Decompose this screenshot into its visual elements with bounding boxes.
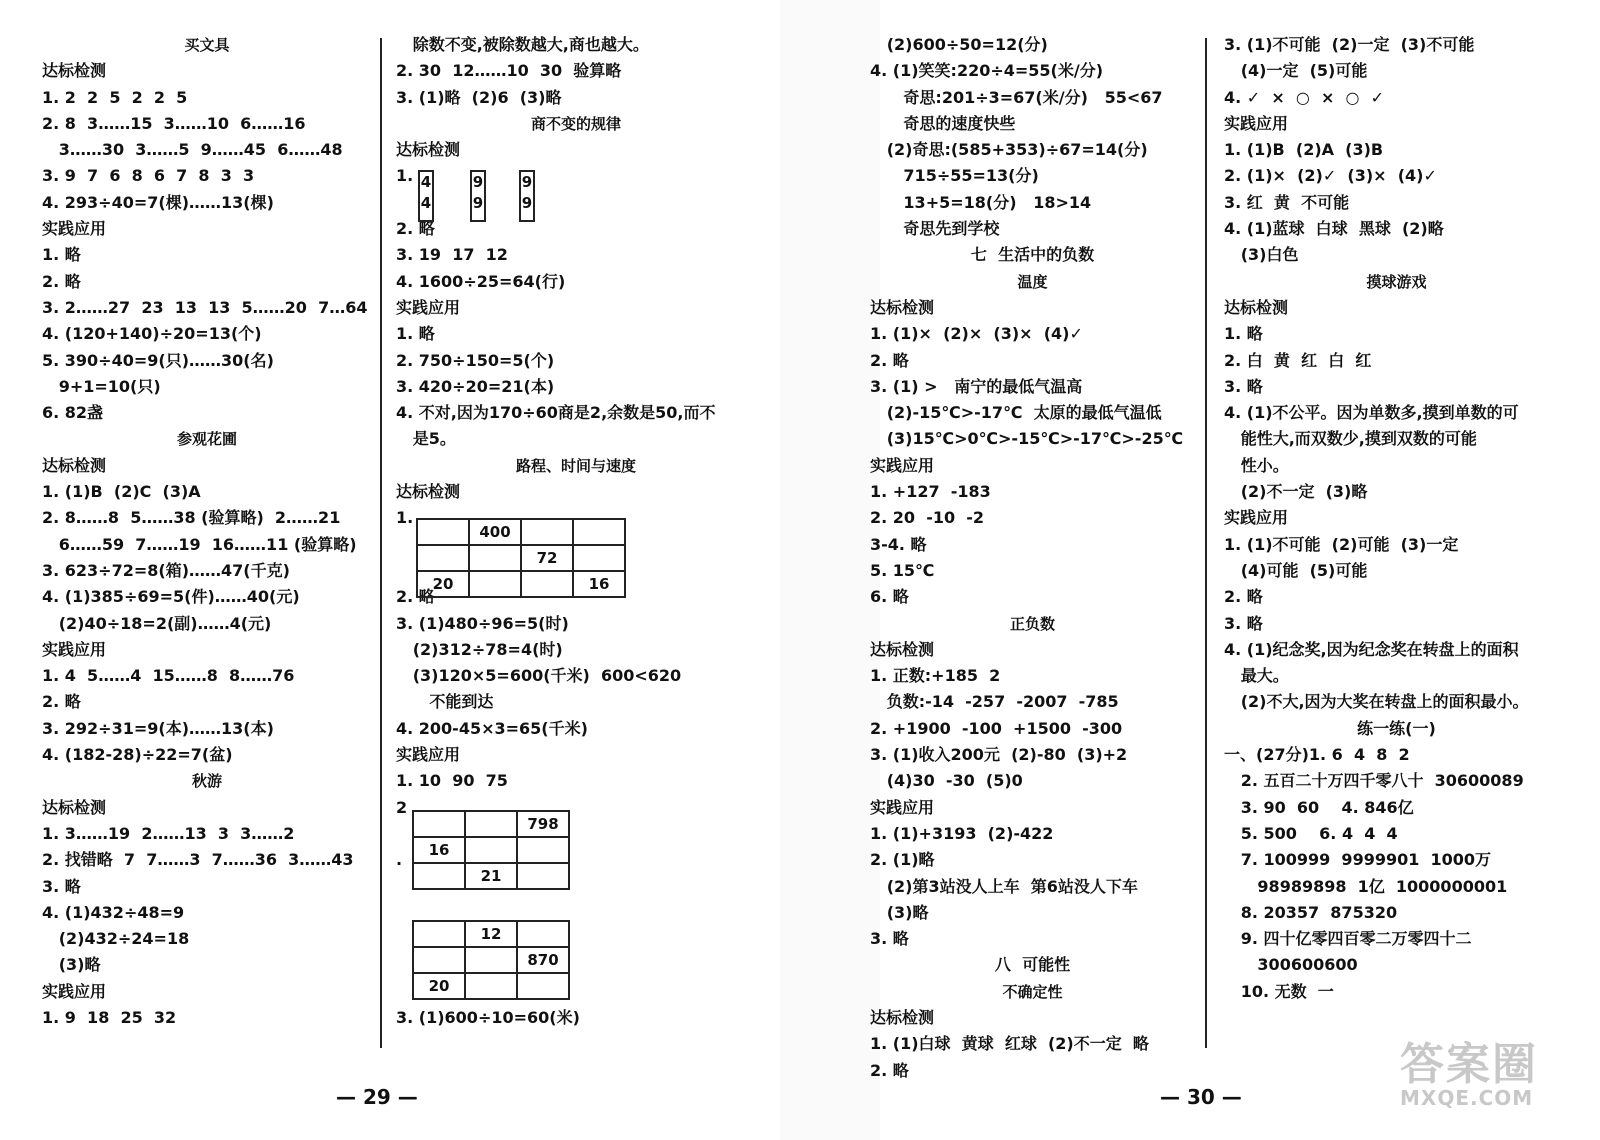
right-page-column-2 [1224,32,1569,1005]
answer-line: 3. 略 [1224,376,1263,396]
answer-line: 3-4. 略 [870,534,927,554]
answer-line: 9. 四十亿零四百零二万零四十二 [1224,929,1472,949]
answer-line: 715÷55=13(分) [870,166,1039,186]
answer-line: 4. (1)432÷48=9 [42,902,185,922]
section-heading: 达标检测 [396,140,461,160]
right-page-column-1 [870,32,1195,1084]
answer-line: 9+1=10(只) [42,376,161,396]
grid-cell [413,863,465,889]
digit: 4 [420,173,432,191]
page-gutter [780,0,880,1140]
watermark-text: 答案圈 [1400,1039,1538,1090]
answer-line: 3. 略 [42,876,81,896]
answer-line: 2. 白 黄 红 白 红 [1224,350,1372,370]
grid-cell: 12 [465,921,517,947]
grid-cell [413,811,465,837]
grid-cell [417,545,469,571]
answer-line: 2. 略 [1224,587,1263,607]
section-title: 参观花圃 [176,430,237,449]
grid-cell [465,947,517,973]
answer-line: 2. 略 [42,692,81,712]
answer-line: 3. (1) > 南宁的最低气温高 [870,376,1083,396]
answer-line: 1. 10 90 75 [396,771,508,791]
answer-line: 3. (1)收入200元 (2)-80 (3)+2 [870,745,1128,765]
section-heading: 实践应用 [42,981,107,1001]
column-divider-right [1205,38,1207,1048]
answer-line: 7. 100999 9999901 1000万 [1224,850,1492,870]
section-heading: 实践应用 [396,745,461,765]
answer-line: 2. 30 12……10 30 验算略 [396,61,622,81]
answer-line: (4)一定 (5)可能 [1224,61,1368,81]
answer-line: 2. 略 [396,219,435,239]
answer-line: 1. [396,166,414,186]
grid-cell: 72 [521,545,573,571]
speed-table-grid [416,518,626,598]
answer-line: 2. 8……8 5……38 (验算略) 2……21 [42,508,341,528]
section-heading: 达标检测 [42,797,107,817]
answer-line: 3. 19 17 12 [396,245,508,265]
answer-line: 最大。 [1224,666,1289,686]
answer-line: 3. 292÷31=9(本)……13(本) [42,718,274,738]
answer-line: 3. 9 7 6 8 6 7 8 3 3 [42,166,255,186]
answer-line: 2. (1)× (2)✓ (3)× (4)✓ [1224,166,1437,186]
answer-line: 3. (1)480÷96=5(时) [396,613,569,633]
section-title: 正负数 [1009,614,1055,633]
answer-line: 4. (1)385÷69=5(件)……40(元) [42,587,300,607]
digit: 9 [521,194,533,212]
answer-line: 4. 1600÷25=64(行) [396,271,566,291]
section-heading: 实践应用 [1224,508,1289,528]
digit-box-1 [418,170,434,222]
answer-line: (2)不一定 (3)略 [1224,482,1368,502]
grid-cell [465,837,517,863]
answer-line: 1. 略 [42,245,81,265]
answer-line: 2. 略 [870,1060,909,1080]
column-divider-left [380,38,382,1048]
answer-line: 1. (1)× (2)× (3)× (4)✓ [870,324,1083,344]
grid-cell [413,947,465,973]
grid-cell: 20 [417,571,469,597]
answer-line: 1. (1)白球 黄球 红球 (2)不一定 略 [870,1034,1149,1054]
answer-line: 4. (182-28)÷22=7(盆) [42,745,233,765]
answer-line: 1. [396,508,414,528]
answer-line: (3)略 [870,902,929,922]
answer-line: 1. 正数:+185 2 [870,666,1001,686]
answer-line: 除数不变,被除数越大,商也越大。 [396,35,649,54]
grid-cell [465,973,517,999]
answer-line: 3. 623÷72=8(箱)……47(千克) [42,560,290,580]
answer-line: 2 [396,797,408,817]
answer-line: 2. +1900 -100 +1500 -300 [870,718,1123,738]
section-heading: 达标检测 [42,455,107,475]
answer-line: 2. 略 [396,587,435,607]
section-heading: 达标检测 [870,639,935,659]
answer-line: 不能到达 [396,692,494,712]
grid-row [417,545,625,571]
answer-line: 奇思:201÷3=67(米/分) 55<67 [870,87,1163,107]
digit: 9 [521,173,533,191]
answer-line: 3. 90 60 4. 846亿 [1224,797,1414,817]
grid-cell [517,921,569,947]
answer-line: 1. 3……19 2……13 3 3……2 [42,823,295,843]
section-heading: 实践应用 [1224,113,1289,133]
answer-line: 奇思先到学校 [870,219,1000,239]
answer-line: 3. (1)600÷10=60(米) [396,1007,580,1027]
answer-line: 2. 20 -10 -2 [870,508,985,528]
answer-line: 13+5=18(分) 18>14 [870,192,1092,212]
answer-line: 300600600 [1224,955,1358,975]
answer-line: (2)奇思:(585+353)÷67=14(分) [870,140,1148,160]
answer-line: 4. (1)不公平。因为单数多,摸到单数的可 [1224,403,1519,423]
answer-line: 4. 293÷40=7(棵)……13(棵) [42,192,274,212]
grid-cell [573,519,625,545]
answer-line: (2)432÷24=18 [42,929,190,949]
answer-line: 4. (1)蓝球 白球 黑球 (2)略 [1224,219,1444,239]
grid-row [413,837,569,863]
grid-cell: 21 [465,863,517,889]
answer-line: 1. (1)B (2)C (3)A [42,482,201,502]
answer-line: 4. 不对,因为170÷60商是2,余数是50,而不 [396,403,716,423]
grid-cell: 400 [469,519,521,545]
answer-line: 一、(27分)1. 6 4 8 2 [1224,745,1410,765]
answer-line: . [396,850,403,870]
section-title: 练一练(一) [1357,718,1436,738]
answer-line: 3. 红 黄 不可能 [1224,192,1350,212]
grid-cell [517,837,569,863]
grid-row [413,811,569,837]
digit: 9 [472,194,484,212]
section-heading: 实践应用 [42,219,107,239]
grid-cell [465,811,517,837]
answer-line: 1. 略 [396,324,435,344]
answer-line: 1. (1)+3193 (2)-422 [870,823,1054,843]
grid-row [413,863,569,889]
answer-line: 4. (1)笑笑:220÷4=55(米/分) [870,61,1104,81]
digit: 9 [472,173,484,191]
answer-line: 4. (1)纪念奖,因为纪念奖在转盘上的面积 [1224,639,1519,659]
answer-line: (4)30 -30 (5)0 [870,771,1023,791]
section-heading: 达标检测 [1224,297,1289,317]
grid-cell [469,545,521,571]
grid-cell [521,519,573,545]
answer-line: 6……59 7……19 16……11 (验算略) [42,534,357,554]
grid-row [413,921,569,947]
answer-line: 6. 略 [870,587,909,607]
section-title: 七 生活中的负数 [970,245,1095,265]
answer-line: 98989898 1亿 1000000001 [1224,876,1508,896]
answer-line: 3. (1)不可能 (2)一定 (3)不可能 [1224,35,1475,54]
section-heading: 实践应用 [870,797,935,817]
grid-cell [521,571,573,597]
grid-cell [413,921,465,947]
answer-line: 3. 略 [870,929,909,949]
answer-line: 2. 750÷150=5(个) [396,350,555,370]
grid-cell [417,519,469,545]
answer-line: (4)可能 (5)可能 [1224,560,1368,580]
answer-line: 5. 500 6. 4 4 4 [1224,823,1398,843]
answer-line: (3)略 [42,955,101,975]
section-title: 商不变的规律 [530,114,621,133]
answer-line: 4. 200-45×3=65(千米) [396,718,588,738]
answer-line: 10. 无数 一 [1224,981,1334,1001]
answer-line: 2. 找错略 7 7……3 7……36 3……43 [42,850,354,870]
answer-line: 6. 82盏 [42,403,104,423]
section-title: 不确定性 [1002,982,1063,1001]
grid-cell: 16 [573,571,625,597]
answer-line: (2)-15℃>-17℃ 太原的最低气温低 [870,403,1162,423]
grid-cell: 20 [413,973,465,999]
grid-row [413,947,569,973]
section-heading: 实践应用 [870,455,935,475]
answer-line [396,190,756,216]
section-title: 买文具 [184,36,230,54]
answer-grid-a [412,810,570,890]
grid-row [417,571,625,597]
answer-line: (2)40÷18=2(副)……4(元) [42,613,272,633]
answer-line: 1. 9 18 25 32 [42,1007,177,1027]
section-heading: 达标检测 [870,1007,935,1027]
section-title: 温度 [1017,272,1048,291]
answer-line: 5. 15℃ [870,560,935,580]
answer-grid-b [412,920,570,1000]
grid-cell: 16 [413,837,465,863]
answer-line: 4. (120+140)÷20=13(个) [42,324,262,344]
answer-line: 1. (1)不可能 (2)可能 (3)一定 [1224,534,1459,554]
grid-row [417,519,625,545]
grid-cell: 798 [517,811,569,837]
answer-line: 3. 略 [1224,613,1263,633]
section-heading: 达标检测 [42,61,107,81]
answer-line: 负数:-14 -257 -2007 -785 [870,692,1119,712]
section-title: 秋游 [191,772,222,791]
watermark-logo [1400,1028,1565,1128]
answer-line: 1. 2 2 5 2 2 5 [42,87,188,107]
answer-line: 2. 8 3……15 3……10 6……16 [42,113,306,133]
answer-line: 1. (1)B (2)A (3)B [1224,140,1384,160]
answer-line: 是5。 [396,429,456,449]
grid-cell: 870 [517,947,569,973]
grid-row [413,973,569,999]
answer-line: 2. 略 [870,350,909,370]
page-number-left: — 29 — [336,1085,418,1109]
answer-line: 8. 20357 875320 [1224,902,1398,922]
section-heading: 实践应用 [396,297,461,317]
answer-line: (2)不大,因为大奖在转盘上的面积最小。 [1224,692,1529,712]
digit-box-3 [519,170,535,222]
answer-line: 5. 390÷40=9(只)……30(名) [42,350,274,370]
section-title: 八 可能性 [994,955,1071,975]
answer-line: (3)15℃>0℃>-15℃>-17℃>-25℃ [870,429,1184,449]
section-heading: 达标检测 [870,297,935,317]
grid-cell [469,571,521,597]
answer-line: (3)白色 [1224,245,1299,265]
answer-line: 3. (1)略 (2)6 (3)略 [396,87,562,107]
answer-line: 1. 略 [1224,324,1263,344]
grid-cell [517,863,569,889]
grid-cell [517,973,569,999]
grid-cell [573,545,625,571]
answer-line: 4. ✓ × ○ × ○ ✓ [1224,87,1385,107]
answer-line: 2. 五百二十万四千零八十 30600089 [1224,771,1524,791]
answer-line: 2. 略 [42,271,81,291]
answer-line: 1. +127 -183 [870,482,991,502]
watermark-url: MXQE.COM [1400,1086,1534,1110]
digit-box-2 [470,170,486,222]
answer-line: (2)600÷50=12(分) [870,35,1048,54]
section-title: 路程、时间与速度 [515,456,636,475]
digit: 4 [420,194,432,212]
answer-line: (3)120×5=600(千米) 600<620 [396,666,682,686]
left-page-column-1 [42,32,372,1031]
answer-line: 3. 420÷20=21(本) [396,376,555,396]
answer-line: 1. 4 5……4 15……8 8……76 [42,666,295,686]
answer-line: 2. (1)略 [870,850,935,870]
page-number-right: — 30 — [1160,1085,1242,1109]
answer-line: (2)312÷78=4(时) [396,639,563,659]
section-heading: 实践应用 [42,639,107,659]
answer-line: (2)第3站没人上车 第6站没人下车 [870,876,1138,896]
answer-line: 3. 2……27 23 13 13 5……20 7…64 [42,297,368,317]
section-heading: 达标检测 [396,482,461,502]
answer-line: 性小。 [1224,455,1289,475]
answer-line: 奇思的速度快些 [870,113,1016,133]
section-title: 摸球游戏 [1366,272,1427,291]
answer-line: 3……30 3……5 9……45 6……48 [42,140,343,160]
answer-line: 能性大,而双数少,摸到双数的可能 [1224,429,1477,449]
